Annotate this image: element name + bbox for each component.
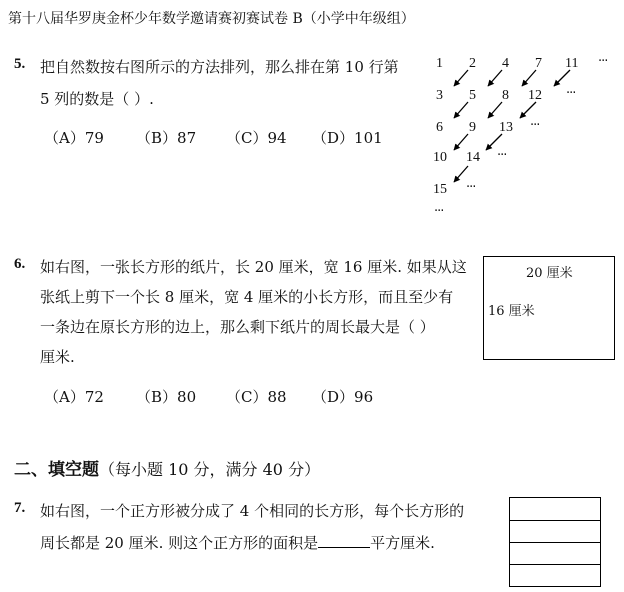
divider-line [510, 542, 600, 543]
option-a: （A）72 [44, 388, 104, 406]
option-b: （B）80 [136, 388, 197, 406]
section-title: 二、填空题 [14, 460, 99, 480]
question-text-line: 把自然数按右图所示的方法排列，那么排在第 10 行第 [40, 58, 399, 76]
grid-number: 5 [469, 88, 476, 103]
diagonal-arrows [430, 50, 620, 220]
option-b: （B）87 [136, 129, 197, 147]
grid-number: 9 [469, 120, 476, 135]
arrow-icon [522, 70, 536, 86]
grid-number: 14 [466, 150, 480, 165]
option-a: （A）79 [44, 129, 104, 147]
option-d: （D）96 [312, 388, 374, 406]
rectangle-width-label: 16 厘米 [488, 304, 535, 319]
grid-number: 12 [528, 88, 542, 103]
arrow-icon [488, 102, 502, 118]
grid-number: 8 [502, 88, 509, 103]
grid-number: 13 [499, 120, 513, 135]
question-text-line: 如右图，一个正方形被分成了 4 个相同的长方形，每个长方形的 [40, 502, 465, 520]
question-text-line: 一条边在原长方形的边上，那么剩下纸片的周长最大是（ ） [40, 318, 435, 336]
option-c: （C）88 [226, 388, 287, 406]
ellipsis: ··· [497, 148, 507, 163]
arrow-icon [554, 70, 570, 86]
question-text-segment: 平方厘米. [370, 534, 435, 552]
grid-number: 4 [502, 56, 509, 71]
arrow-icon [454, 134, 468, 150]
grid-number: 15 [433, 182, 447, 197]
question-text-line: 张纸上剪下一个长 8 厘米，宽 4 厘米的小长方形，而且至少有 [40, 288, 454, 306]
grid-number: 2 [469, 56, 476, 71]
grid-number: 1 [436, 56, 443, 71]
ellipsis: ··· [434, 204, 444, 219]
grid-number: 10 [433, 150, 447, 165]
question-number: 6. [14, 256, 26, 272]
question-text-line: 如右图，一张长方形的纸片，长 20 厘米，宽 16 厘米. 如果从这 [40, 258, 467, 276]
ellipsis: ··· [598, 54, 608, 69]
answer-blank[interactable] [318, 533, 370, 548]
square-figure [509, 497, 601, 587]
question-text-segment: 周长都是 20 厘米. 则这个正方形的面积是 [40, 534, 319, 552]
divider-line [510, 520, 600, 521]
grid-number: 3 [436, 88, 443, 103]
section-note: （每小题 10 分，满分 40 分） [99, 460, 321, 479]
rectangle-length-label: 20 厘米 [526, 266, 573, 281]
question-number: 7. [14, 500, 26, 516]
divider-line [510, 564, 600, 565]
ellipsis: ··· [530, 118, 540, 133]
grid-number: 7 [535, 56, 542, 71]
question-text-line: 厘米. [40, 348, 75, 366]
option-d: （D）101 [312, 129, 383, 147]
grid-number: 11 [565, 56, 579, 71]
section-heading [14, 455, 320, 480]
arrow-icon [488, 70, 502, 86]
arrow-icon [520, 102, 536, 118]
grid-number: 6 [436, 120, 443, 135]
question-text-line: 5 列的数是（ ）. [40, 90, 154, 108]
exam-title: 第十八届华罗庚金杯少年数学邀请赛初赛试卷 B（小学中年级组） [8, 11, 415, 27]
ellipsis: ··· [466, 180, 476, 195]
question-text-line [40, 532, 435, 553]
question-number: 5. [14, 56, 26, 72]
ellipsis: ··· [566, 86, 576, 101]
option-c: （C）94 [226, 129, 287, 147]
arrow-icon [454, 70, 468, 86]
arrow-icon [454, 102, 468, 118]
